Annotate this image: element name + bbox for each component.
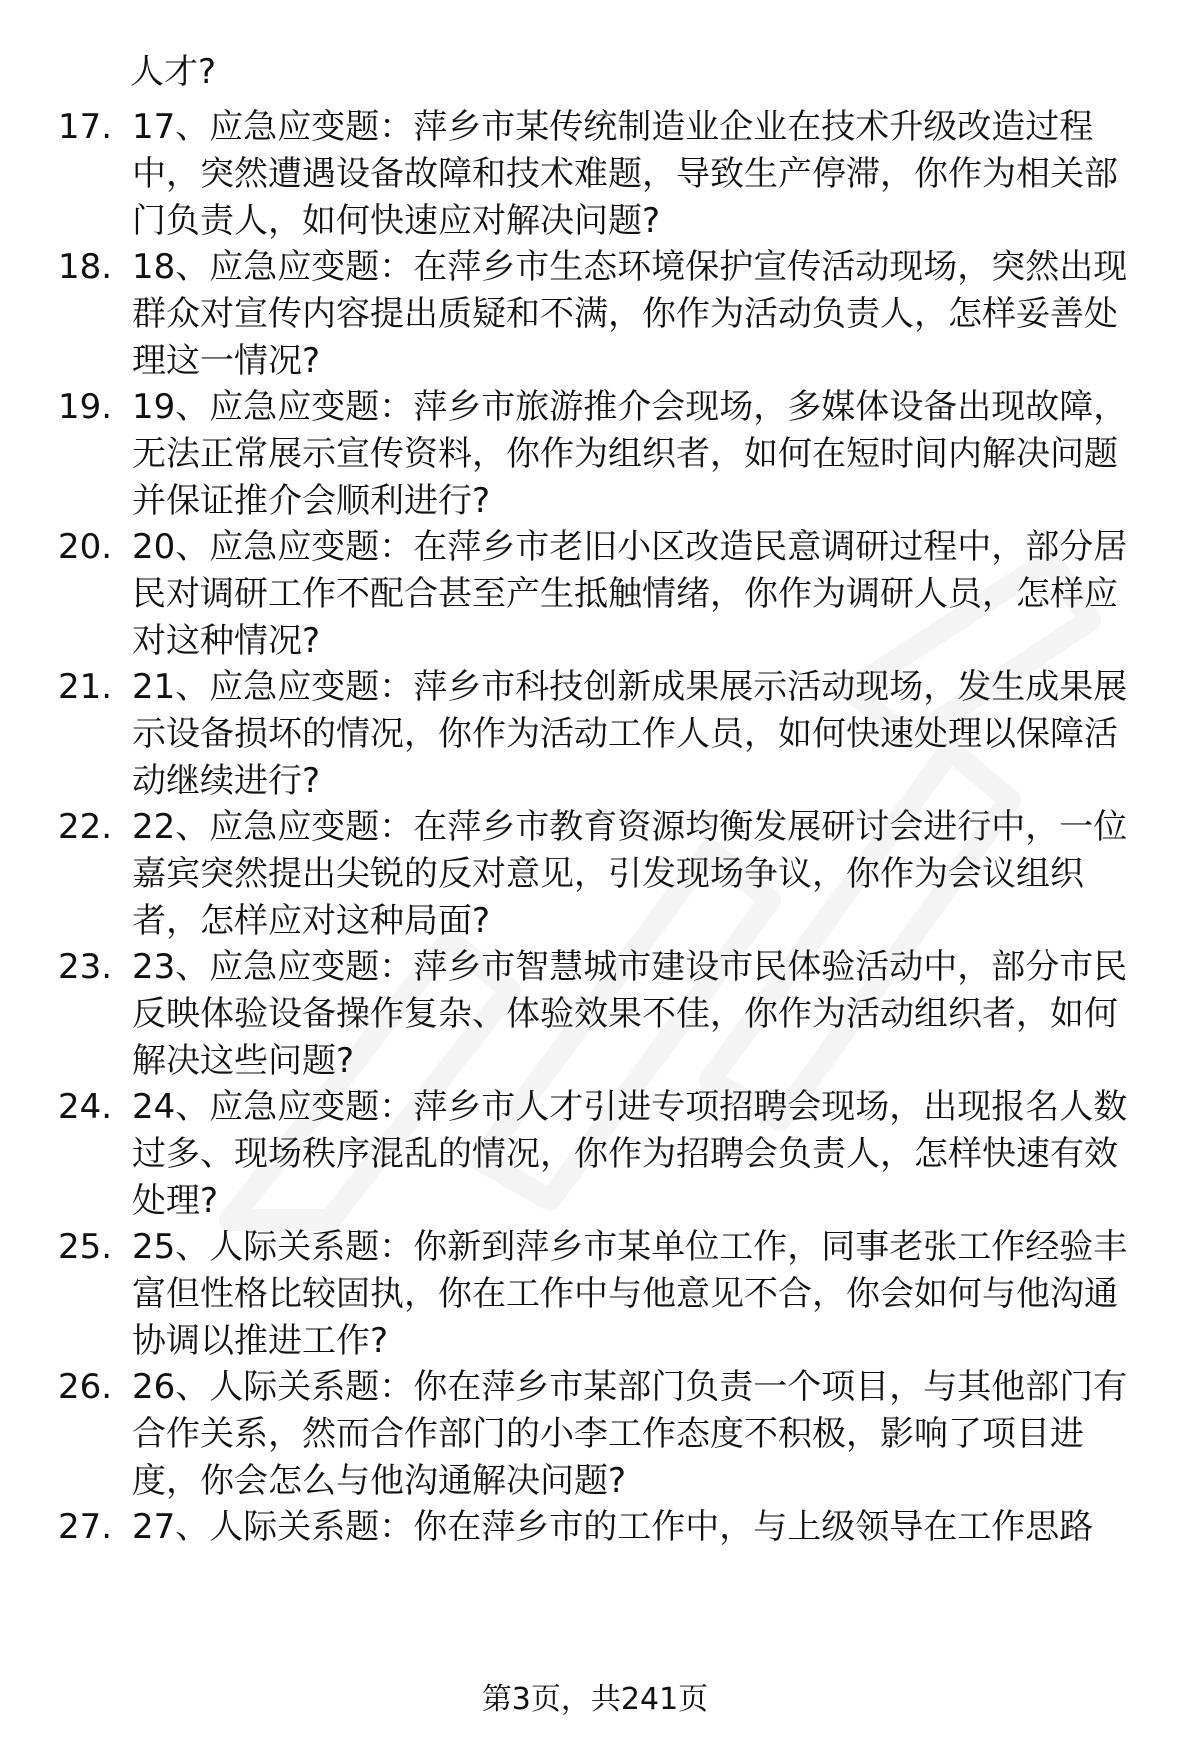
item-text: 27、人际关系题：你在萍乡市的工作中，与上级领导在工作思路 [132,1507,1094,1547]
item-number: 26. [58,1367,113,1407]
item-number: 19. [58,387,113,427]
list-item [58,524,1148,665]
item-number: 24. [58,1087,113,1127]
page-footer: 第3页，共241页 [481,1682,709,1717]
list-item [58,1224,1148,1365]
item-number: 22. [58,807,113,847]
item-text: 18、应急应变题：在萍乡市生态环境保护宣传活动现场，突然出现群众对宣传内容提出质疑和不满，你作为活动负责人，怎样妥善处理这一情况? [132,247,1128,381]
list-item [58,804,1148,945]
list-item [58,944,1148,1085]
list-item [58,104,1148,245]
item-number: 17. [58,107,113,147]
item-text: 26、人际关系题：你在萍乡市某部门负责一个项目，与其他部门有合作关系，然而合作部门的小李工作态度不积极，影响了项目进度，你会怎么与他沟通解决问题? [132,1367,1128,1501]
item-number: 18. [58,247,113,287]
item-number: 27. [58,1507,113,1547]
list-item [58,664,1148,805]
item-text: 24、应急应变题：萍乡市人才引进专项招聘会现场，出现报名人数过多、现场秩序混乱的情况，你作为招聘会负责人，怎样快速有效处理? [132,1087,1128,1221]
item-number: 25. [58,1227,113,1267]
item-number: 23. [58,947,113,987]
item-text: 17、应急应变题：萍乡市某传统制造业企业在技术升级改造过程中，突然遭遇设备故障和技术难题，导致生产停滞，你作为相关部门负责人，如何快速应对解决问题? [132,107,1118,241]
item-text: 20、应急应变题：在萍乡市老旧小区改造民意调研过程中，部分居民对调研工作不配合甚至产生抵触情绪，你作为调研人员，怎样应对这种情况? [132,527,1128,661]
item-text: 21、应急应变题：萍乡市科技创新成果展示活动现场，发生成果展示设备损坏的情况，你作为活动工作人员，如何快速处理以保障活动继续进行? [132,667,1128,801]
list-item [58,244,1148,385]
list-item [58,1364,1148,1505]
item-text: 25、人际关系题：你新到萍乡市某单位工作，同事老张工作经验丰富但性格比较固执，你在工作中与他意见不合，你会如何与他沟通协调以推进工作? [132,1227,1128,1361]
item-number: 21. [58,667,113,707]
list-item [58,1084,1148,1225]
item-text: 22、应急应变题：在萍乡市教育资源均衡发展研讨会进行中，一位嘉宾突然提出尖锐的反对意见，引发现场争议，你作为会议组织者，怎样应对这种局面? [132,807,1128,941]
list-item [58,384,1148,525]
list-item [58,1504,1148,1551]
continuation-text: 人才? [130,52,217,92]
item-text: 23、应急应变题：萍乡市智慧城市建设市民体验活动中，部分市民反映体验设备操作复杂、体验效果不佳，你作为活动组织者，如何解决这些问题? [132,947,1128,1081]
item-text: 19、应急应变题：萍乡市旅游推介会现场，多媒体设备出现故障，无法正常展示宣传资料，你作为组织者，如何在短时间内解决问题并保证推介会顺利进行? [132,387,1128,521]
item-number: 20. [58,527,113,567]
